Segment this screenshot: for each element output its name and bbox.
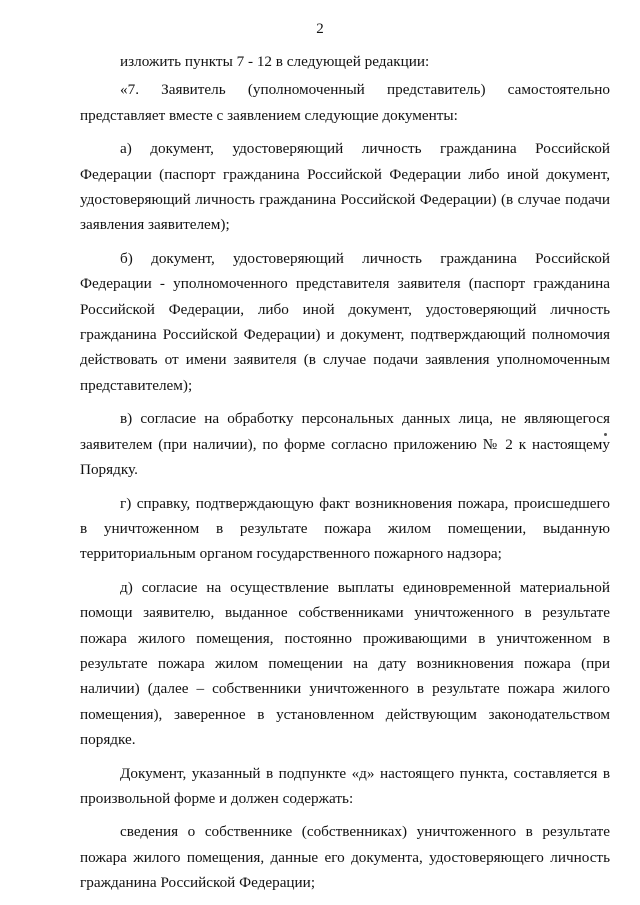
paragraph-owner-details: сведения о собственнике (собственниках) уничтоженного в результате пожара жилого помещения, данные его документа, удостоверяющего личность гражданина Российской Федерации; bbox=[80, 823, 610, 892]
paragraph-subitem-d: д) согласие на осуществление выплаты единовременной материальной помощи заявителю, выданное собственниками уничтоженного в результате пожара жилого помещения, постоянно проживающими в уничтоженном в результате пожара жилом помещении на дату возникновения пожара (при наличии) (далее – собственники уничтоженного в результате пожара жилого помещения), заверенное в установленном действующим законодательством порядке. bbox=[80, 578, 610, 749]
paragraph-subitem-a: а) документ, удостоверяющий личность гражданина Российской Федерации (паспорт гражданина Российской Федерации либо иной документ, удостоверяющий личность гражданина Российской Федерации) (в случае подачи заявления заявителем); bbox=[80, 140, 610, 234]
paragraph-subitem-b: б) документ, удостоверяющий личность гражданина Российской Федерации - уполномоченного представителя заявителя (паспорт гражданина Российской Федерации, либо иной документ, удостоверяющий личность гражданина Российской Федерации) и документ, подтверждающий полномочия действовать от имени заявителя (в случае подачи заявления уполномоченным представителем); bbox=[80, 249, 610, 394]
document-body bbox=[80, 49, 610, 904]
paragraph-amendment-intro: изложить пункты 7 - 12 в следующей редакции: bbox=[120, 53, 430, 70]
paragraph-document-requirements: Документ, указанный в подпункте «д» настоящего пункта, составляется в произвольной форме и должен содержать: bbox=[80, 764, 610, 807]
paragraph-item-7: «7. Заявитель (уполномоченный представитель) самостоятельно представляет вместе с заявлением следующие документы: bbox=[80, 81, 610, 124]
paragraph-subitem-v: в) согласие на обработку персональных данных лица, не являющегося заявителем (при наличии), по форме согласно приложению № 2 к настоящему Порядку. bbox=[80, 410, 610, 479]
paragraph-subitem-g: г) справку, подтверждающую факт возникновения пожара, происшедшего в уничтоженном в результате пожара жилом помещении, выданную территориальным органом государственного пожарного надзора; bbox=[80, 494, 610, 563]
page-number: 2 bbox=[316, 21, 324, 37]
